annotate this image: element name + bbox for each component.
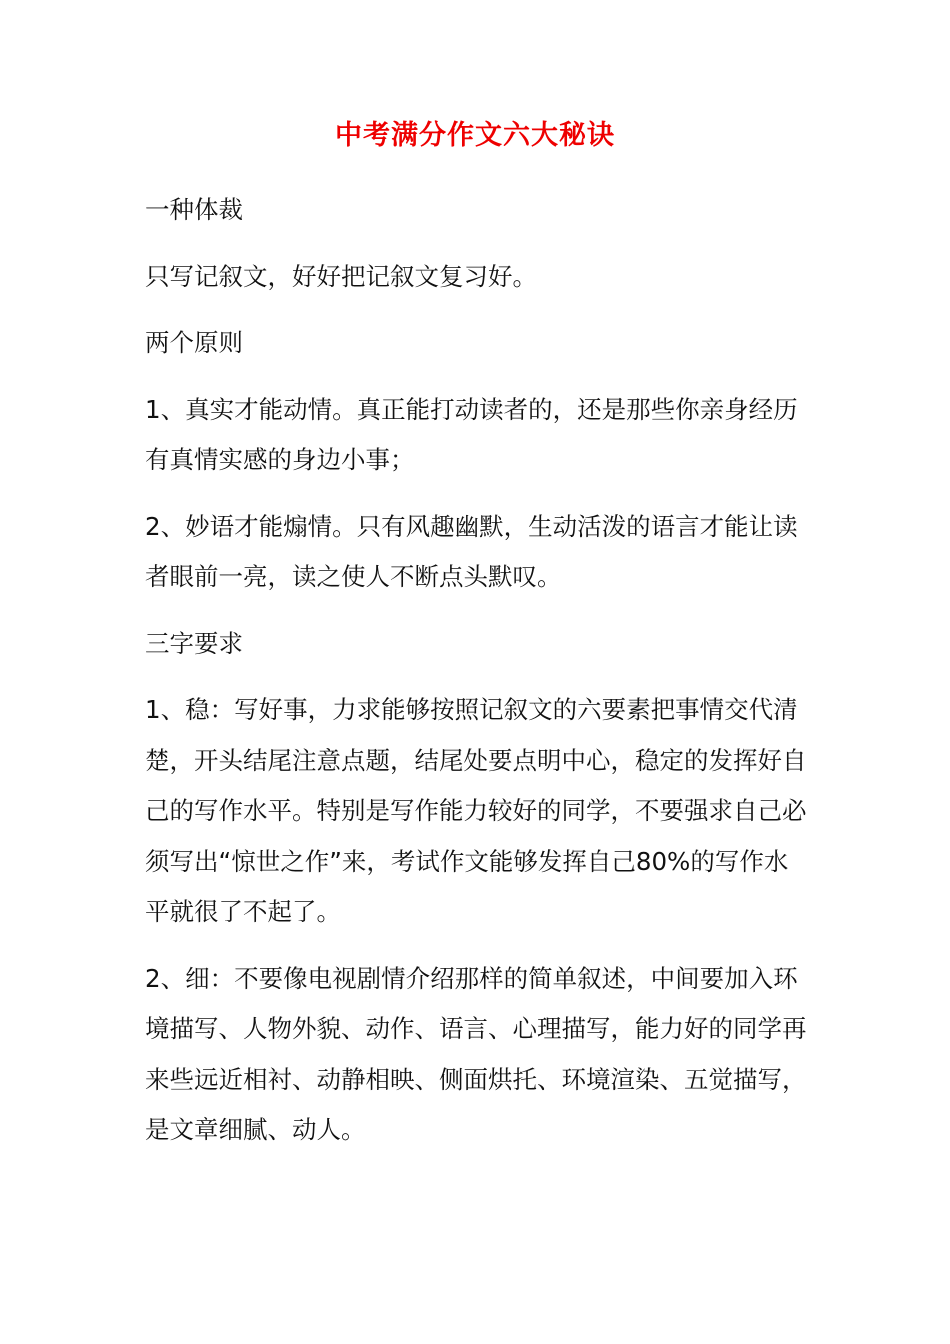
- document-title: 中考满分作文六大秘诀: [335, 120, 615, 151]
- paragraph-principle-2: 2、妙语才能煽情。只有风趣幽默，生动活泼的语言才能让读者眼前一亮，读之使人不断点头默叹。: [145, 511, 798, 591]
- section-heading-principles: 两个原则: [145, 328, 243, 357]
- paragraph-genre-text: 只写记叙文，好好把记叙文复习好。: [145, 261, 537, 291]
- paragraph-principle-1: 1、真实才能动情。真正能打动读者的，还是那些你亲身经历有真情实感的身边小事；: [145, 394, 798, 474]
- section-heading-genre: 一种体裁: [145, 195, 243, 224]
- document-body: [145, 185, 807, 1172]
- paragraph-requirement-2: 2、细：不要像电视剧情介绍那样的简单叙述，中间要加入环境描写、人物外貌、动作、语言、心理描写，能力好的同学再来些远近相衬、动静相映、侧面烘托、环境渲染、五觉描写，是文章细腻、动人。: [145, 963, 807, 1144]
- section-heading-requirements: 三字要求: [145, 628, 243, 658]
- paragraph-requirement-1: 1、稳：写好事，力求能够按照记叙文的六要素把事情交代清楚，开头结尾注意点题，结尾处要点明中心，稳定的发挥好自己的写作水平。特别是写作能力较好的同学，不要强求自己必须写出“惊世之作”来，考试作文能够发挥自己80%的写作水平就很了不起了。: [145, 695, 807, 926]
